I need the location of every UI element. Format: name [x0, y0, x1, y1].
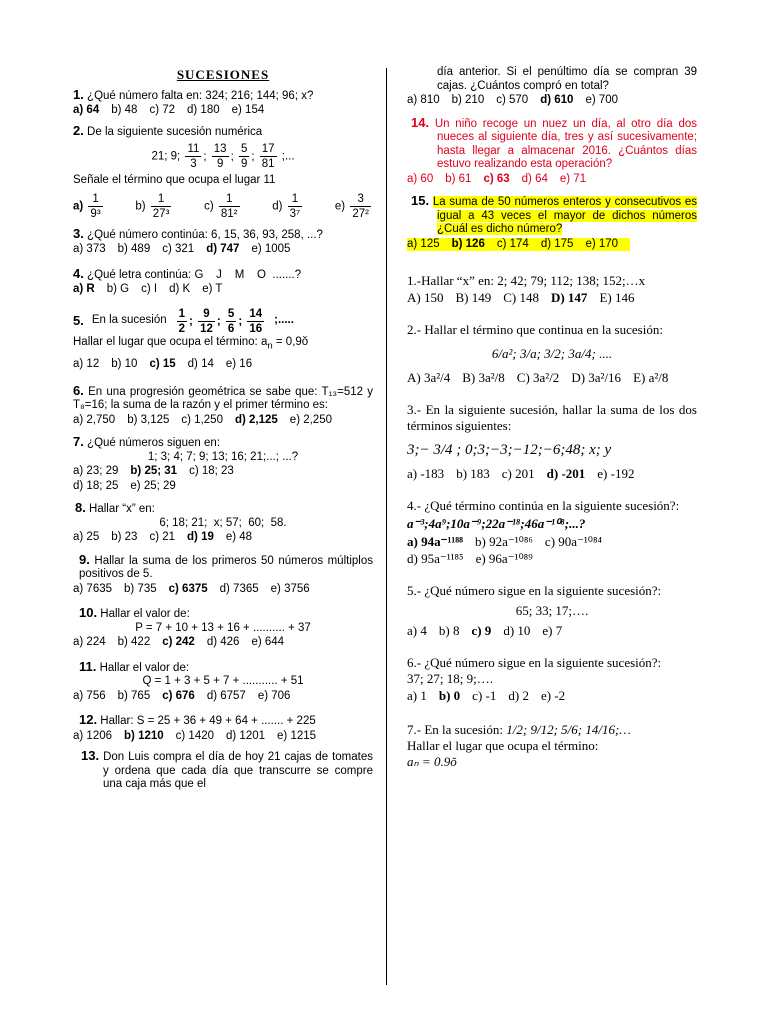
- options: [73, 104, 373, 118]
- fraction: $\frac{5}{9}$: [240, 143, 248, 170]
- option: d) 1201: [226, 729, 266, 742]
- left-column: [73, 66, 373, 792]
- right-column: [407, 66, 697, 770]
- fraction: $\frac{1}{\text{27³}}$: [152, 192, 170, 220]
- question-4: 4. ¿Qué letra continúa: G J M O .......? a) R b) G c) I d) K e) T: [73, 267, 373, 297]
- option: E) 146: [599, 290, 635, 305]
- option: e) 96a⁻¹⁰⁸⁹: [475, 551, 533, 566]
- exercise-r4: 4.- ¿Qué término continúa en la siguiente sucesión?: a⁻³;4a⁹;10a⁻⁹;22a⁻¹⁸;46a⁻¹⁰⁸;...? a) 94a⁻¹¹⁸⁸ b) 92a⁻¹⁰⁸⁶ c) 90a⁻¹⁰⁸⁴ d) 95a⁻¹¹⁸⁵ e) 96a⁻¹⁰⁸⁹: [407, 498, 697, 567]
- options: [73, 414, 373, 428]
- option: c) 1420: [175, 729, 215, 742]
- option: E) a²/8: [633, 370, 669, 385]
- option: e) T: [202, 283, 223, 295]
- options: [407, 370, 697, 386]
- fraction: $\frac{5}{6}$: [227, 307, 235, 335]
- fraction: $\frac{9}{12}$: [200, 307, 213, 335]
- option: a) 4: [407, 623, 427, 638]
- option: a) 1: [407, 688, 427, 703]
- option: e) $\frac{3}{\text{27²}}$: [334, 192, 369, 220]
- fraction: $\frac{13}{9}$: [213, 143, 227, 170]
- option: b) 92a⁻¹⁰⁸⁶: [475, 534, 533, 549]
- option: a) 12: [73, 358, 100, 371]
- page-title: SUCESIONES: [176, 67, 270, 82]
- options: [407, 688, 697, 704]
- option: d) 14: [187, 358, 214, 371]
- fraction: $\frac{1}{2}$: [178, 307, 186, 335]
- exercise-r5: 5.- ¿Qué número sigue en la siguiente sucesión?: 65; 33; 17;…. a) 4 b) 8 c) 9 d) 10 e) 7: [407, 583, 697, 639]
- options: [73, 636, 373, 650]
- fraction-options: [73, 192, 373, 221]
- option: c) 15: [149, 358, 176, 371]
- option: d) 747: [206, 243, 240, 255]
- fraction: $\frac{1}{\text{81²}}$: [220, 192, 238, 220]
- option: a) -183: [407, 466, 445, 481]
- option: A) 150: [407, 290, 444, 305]
- fraction: $\frac{11}{3}$: [187, 143, 200, 170]
- option: b) 23: [111, 531, 138, 544]
- option: d) 19: [187, 531, 214, 544]
- option: d) $\frac{1}{\text{3⁷}}$: [272, 192, 301, 220]
- option: c) 63: [483, 172, 510, 185]
- options: [73, 358, 373, 372]
- option: d) 18; 25: [73, 479, 119, 492]
- option: d) 64: [521, 172, 548, 185]
- fraction: $\frac{1}{\text{3⁷}}$: [289, 192, 301, 220]
- option: b) 8: [438, 623, 460, 638]
- option: e) 48: [225, 531, 253, 544]
- question-1: 1. ¿Qué número falta en: 324; 216; 144; 96; x? a) 64 b) 48 c) 72 d) 180 e) 154: [73, 88, 373, 118]
- option: d) 10: [503, 623, 531, 638]
- option: c) 676: [162, 689, 195, 702]
- option: C) 3a²/2: [516, 370, 560, 385]
- question-2: 2. De la siguiente sucesión numérica 21; 9; $\frac{11}{3}$ ; $\frac{13}{9}$ ; $\frac{5}{9}$ ; $\frac{17}{81}$ ;... Señale el término que ocupa el lugar 11 a) $\frac{1}{\text{9³}}$ b) $\frac{1}{\text{27³}}$ c) $\frac{1}{\text{81²}}$ d) $\frac{1}{\text{3⁷}}$ e) $\frac{3}{\text{27²}}$: [73, 124, 373, 221]
- exercise-r7: 7.- En la sucesión: 1/2; 9/12; 5/6; 14/16;… Hallar el lugar que ocupa el término: aₙ = 0.9ŏ: [407, 722, 631, 769]
- option: c) 90a⁻¹⁰⁸⁴: [544, 534, 603, 549]
- question-10: 10. Hallar el valor de: P = 7 + 10 + 13 + 16 + .......... + 37 a) 224 b) 422 c) 242 d) 426 e) 644: [73, 606, 373, 650]
- option: e) 700: [585, 94, 619, 106]
- option: B) 3a²/8: [462, 370, 505, 385]
- options: [73, 283, 373, 297]
- exercise-r3: 3.- En la siguiente sucesión, hallar la suma de los dos términos siguientes: 3;− 3/4 ; 0;3;−3;−12;−6;48; x; y a) -183 b) 183 c) 201 d) -201 e) -192: [407, 402, 697, 481]
- exercise-r6: 6.- ¿Qué número sigue en la siguiente sucesión?: 37; 27; 18; 9;…. a) 1 b) 0 c) -1 d) 2 e) -2: [407, 655, 697, 704]
- option: c) 570: [496, 94, 529, 106]
- option: b) 765: [117, 689, 151, 702]
- option: e) 71: [559, 172, 587, 185]
- option: a) 25: [73, 531, 100, 544]
- option: a) 60: [407, 172, 434, 185]
- question-3: 3. ¿Qué número continúa: 6, 15, 36, 93, 258, ...? a) 373 b) 489 c) 321 d) 747 e) 1005: [73, 227, 373, 257]
- option: c) 1,250: [181, 413, 223, 426]
- option: d) 2,125: [234, 413, 278, 426]
- option: b) 3,125: [127, 413, 170, 426]
- option: C) 148: [503, 290, 539, 305]
- options: [73, 465, 373, 479]
- option: a) 94a⁻¹¹⁸⁸: [407, 534, 464, 549]
- option: e) 706: [257, 689, 291, 702]
- option: d) -201: [546, 466, 586, 481]
- option: e) 16: [225, 358, 253, 371]
- option: d) 2: [508, 688, 529, 703]
- options: [407, 551, 697, 567]
- option: a) 125: [407, 237, 440, 250]
- options: [407, 466, 697, 482]
- option: a) $\frac{1}{\text{9³}}$: [73, 192, 101, 220]
- option: c) 321: [162, 243, 195, 255]
- option: b) 1210: [124, 729, 164, 742]
- options: [407, 238, 630, 252]
- option: c) 18; 23: [189, 465, 234, 478]
- question-14: 14. Un niño recoge un nuez un día, al otro día dos nueces al siguiente día, tres y así sucesivamente; hasta llegar a almacenar 2016. ¿Cuántos días estuvo realizando esta operación? a) 60 b) 61 c) 63 d) 64 e) 71: [407, 114, 697, 185]
- option: c) 21: [149, 531, 176, 544]
- option: e) 25; 29: [130, 479, 176, 492]
- option: a) 373: [73, 243, 106, 255]
- option: a) 64: [73, 104, 100, 116]
- fraction: $\frac{17}{81}$: [261, 143, 275, 170]
- options: [73, 243, 373, 257]
- column-divider: [386, 68, 387, 985]
- option: b) 0: [438, 688, 461, 703]
- option: b) 25; 31: [130, 465, 178, 478]
- option: a) R: [73, 283, 95, 295]
- fraction: $\frac{14}{16}$: [249, 307, 263, 335]
- option: b) 735: [124, 582, 157, 595]
- option: e) -192: [597, 466, 635, 481]
- options: [73, 480, 373, 494]
- option: e) 7: [542, 623, 563, 638]
- sequence: 21; 9; $\frac{11}{3}$ ; $\frac{13}{9}$ ; $\frac{5}{9}$ ; $\frac{17}{81}$ ;...: [151, 143, 295, 170]
- option: a) 810: [407, 94, 440, 106]
- option: e) 1005: [251, 243, 291, 255]
- option: b) 183: [456, 466, 490, 481]
- option: e) 3756: [270, 582, 310, 595]
- option: d) 175: [540, 237, 574, 250]
- exercise-r1: 1.-Hallar “x” en: 2; 42; 79; 112; 138; 152;…x A) 150 B) 149 C) 148 D) 147 E) 146: [407, 273, 697, 306]
- option: b) $\frac{1}{\text{27³}}$: [135, 192, 170, 220]
- options: [407, 290, 697, 306]
- options: [73, 583, 373, 597]
- option: b) 126: [451, 237, 485, 250]
- option: a) 7635: [73, 582, 113, 595]
- option: c) $\frac{1}{\text{81²}}$: [204, 192, 238, 220]
- option: c) 242: [162, 636, 195, 649]
- exercise-r2: 2.- Hallar el término que continua en la sucesión: 6/a²; 3/a; 3/2; 3a/4; .... A) 3a²/4 B) 3a²/8 C) 3a²/2 D) 3a²/16 E) a²/8: [407, 322, 697, 386]
- option: e) 2,250: [289, 413, 332, 426]
- option: b) G: [106, 283, 130, 295]
- option: A) 3a²/4: [407, 370, 451, 385]
- option: c) 72: [149, 104, 176, 116]
- option: D) 147: [550, 290, 588, 305]
- options: [73, 690, 373, 704]
- option: a) 756: [73, 689, 106, 702]
- option: d) 426: [206, 636, 240, 649]
- option: c) 174: [496, 237, 529, 250]
- option: c) 6375: [168, 582, 208, 595]
- options: [73, 531, 373, 545]
- option: c) 9: [471, 623, 492, 638]
- options: [73, 730, 373, 744]
- option: d) 7365: [219, 582, 259, 595]
- question-9: 9. Hallar la suma de los primeros 50 números múltiplos positivos de 5. a) 7635 b) 735 c) 6375 d) 7365 e) 3756: [73, 551, 373, 595]
- options: [407, 623, 697, 639]
- option: c) 201: [501, 466, 535, 481]
- option: b) 48: [111, 104, 138, 116]
- option: e) 1215: [277, 729, 317, 742]
- option: b) 489: [117, 243, 151, 255]
- option: d) 610: [540, 94, 574, 106]
- options: [407, 173, 697, 187]
- option: a) 23; 29: [73, 465, 119, 478]
- fraction: $\frac{3}{\text{27²}}$: [352, 192, 369, 220]
- fraction: $\frac{1}{\text{9³}}$: [90, 192, 101, 220]
- question-13-continued: día anterior. Si el penúltimo día se compran 39 cajas. ¿Cuántos compró en total?: [437, 66, 697, 92]
- question-7: 7. ¿Qué números siguen en: 1; 3; 4; 7; 9; 13; 16; 21;...; ...? a) 23; 29 b) 25; 31 c) 18; 23 d) 18; 25 e) 25; 29: [73, 435, 373, 493]
- question-6: 6. En una progresión geométrica se sabe que: T₁₃=512 y T₈=16; la suma de la razón y el primer término es: a) 2,750 b) 3,125 c) 1,250 d) 2,125 e) 2,250: [73, 382, 373, 426]
- option: B) 149: [455, 290, 492, 305]
- option: e) 170: [585, 237, 619, 250]
- question-13: 13. Don Luis compra el día de hoy 21 cajas de tomates y ordena que cada día que transcurre se compre una caja más que el: [81, 748, 373, 791]
- question-11: 11. Hallar el valor de: Q = 1 + 3 + 5 + 7 + ........... + 51 a) 756 b) 765 c) 676 d) 6757 e) 706: [73, 660, 373, 704]
- option: a) 1206: [73, 729, 113, 742]
- option: a) 224: [73, 636, 106, 649]
- option: b) 422: [117, 636, 151, 649]
- option: c) I: [141, 283, 158, 295]
- option: d) K: [169, 283, 191, 295]
- question-15: 15. La suma de 50 números enteros y consecutivos es igual a 43 veces el mayor de dichos números ¿Cuál es dicho número? a) 125 b) 126 c) 174 d) 175 e) 170: [407, 193, 698, 250]
- option: e) 154: [231, 104, 265, 116]
- options: [407, 94, 697, 108]
- option: a) 2,750: [73, 413, 116, 426]
- question-8: 8. Hallar “x” en: 6; 18; 21; x; 57; 60; 58. a) 25 b) 23 c) 21 d) 19 e) 48: [73, 501, 373, 545]
- option: b) 61: [445, 172, 472, 185]
- question-5: 5. En la sucesión $\frac{1}{2}$ ; $\frac{9}{12}$ ; $\frac{5}{6}$ ; $\frac{14}{16}$ ;..... Hallar el lugar que ocupa el término: $a_n$ = 0,9ŏ a) 12 b) 10 c) 15 d) 14 e) 16: [73, 307, 373, 372]
- option: d) 6757: [206, 689, 246, 702]
- question-12: 12. Hallar: S = 25 + 36 + 49 + 64 + ....... + 225 a) 1206 b) 1210 c) 1420 d) 1201 e) 1215: [73, 713, 373, 743]
- option: d) 95a⁻¹¹⁸⁵: [407, 551, 464, 566]
- options: [407, 534, 697, 550]
- option: b) 210: [451, 94, 485, 106]
- option: e) 644: [251, 636, 285, 649]
- option: c) -1: [472, 688, 497, 703]
- option: e) -2: [540, 688, 566, 703]
- option: D) 3a²/16: [571, 370, 622, 385]
- option: b) 10: [111, 358, 138, 371]
- option: d) 180: [187, 104, 220, 116]
